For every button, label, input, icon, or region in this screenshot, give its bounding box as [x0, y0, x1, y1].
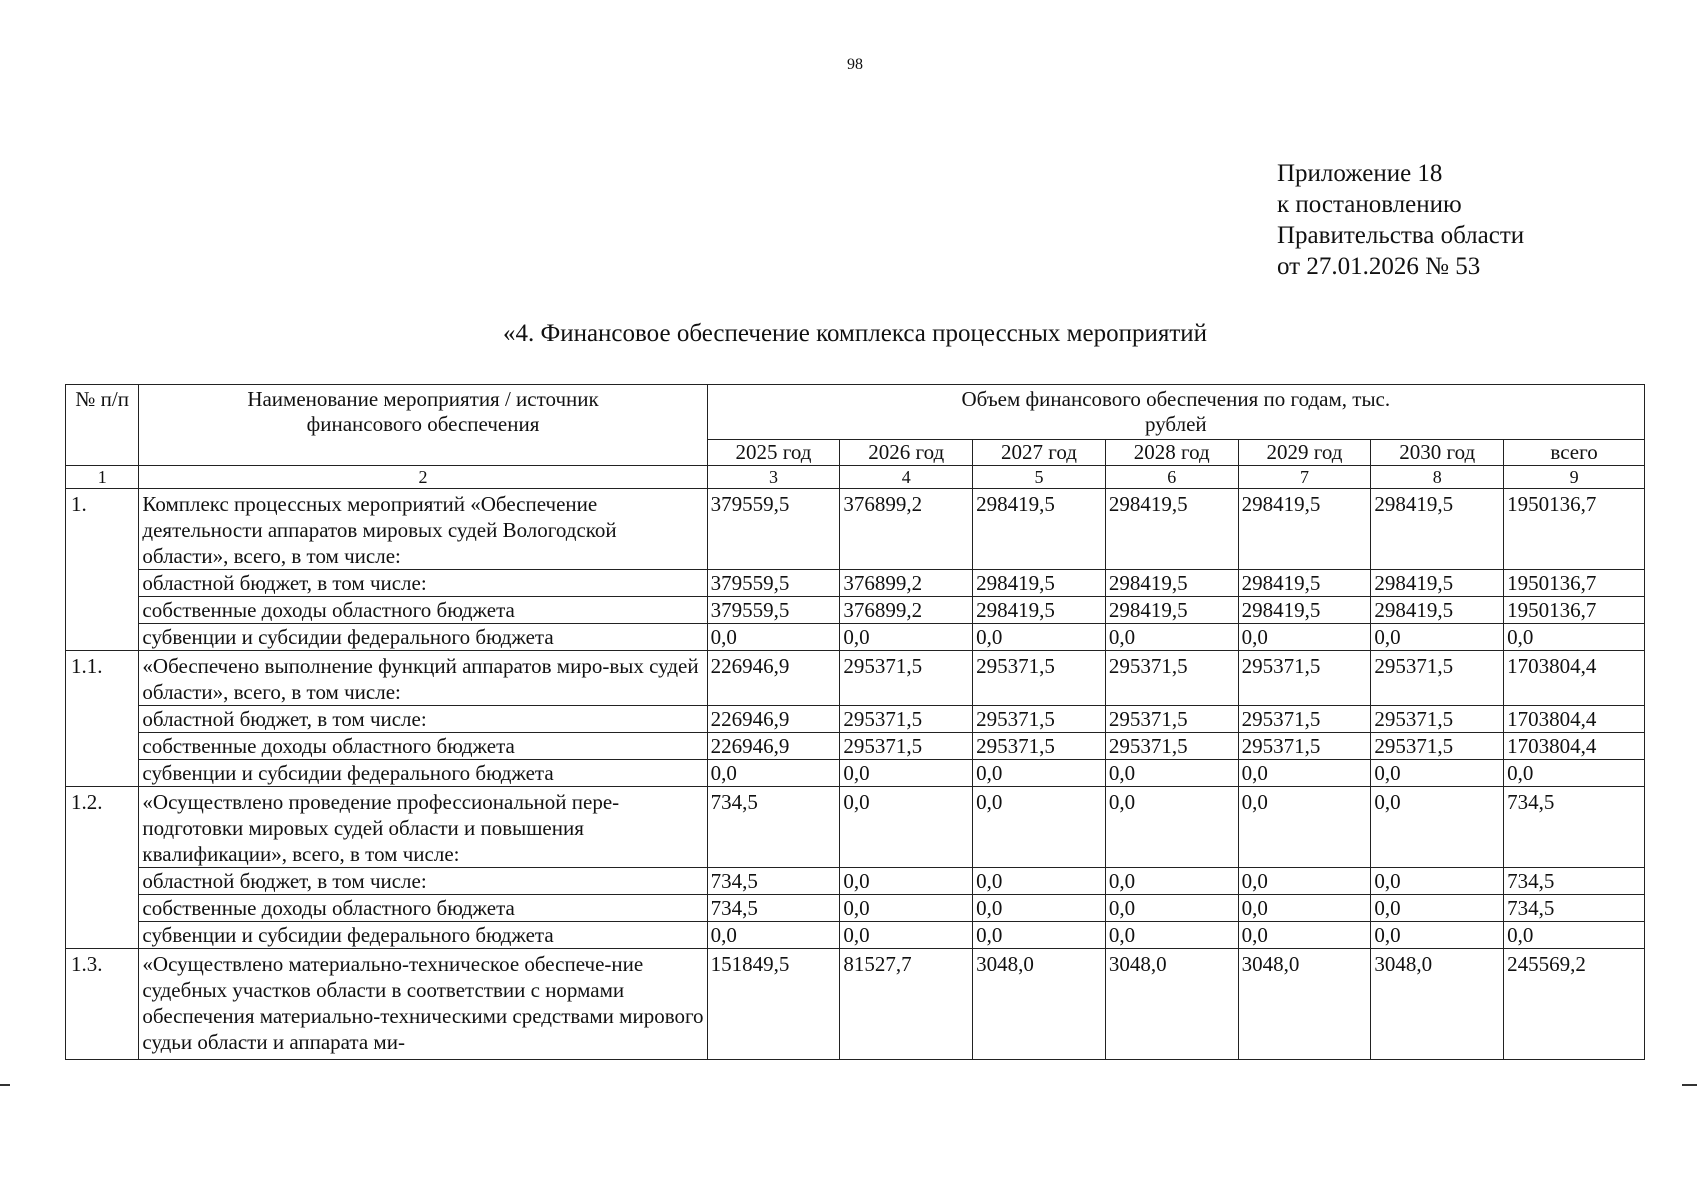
table-row — [66, 570, 1645, 597]
appendix-line: Приложение 18 — [1277, 160, 1443, 187]
row-value: 0,0 — [1238, 787, 1371, 868]
header-year: 2027 год — [973, 440, 1106, 466]
row-value: 226946,9 — [707, 733, 840, 760]
row-value: 0,0 — [1105, 787, 1238, 868]
row-value: 0,0 — [1105, 922, 1238, 949]
row-value: 0,0 — [840, 868, 973, 895]
row-value: 0,0 — [1371, 922, 1504, 949]
financing-table — [65, 384, 1645, 1060]
row-total: 0,0 — [1504, 624, 1645, 651]
row-value: 295371,5 — [973, 651, 1106, 706]
row-value: 0,0 — [1371, 760, 1504, 787]
row-value: 0,0 — [973, 922, 1106, 949]
table-row — [66, 651, 1645, 706]
row-total: 1703804,4 — [1504, 651, 1645, 706]
appendix-block — [1277, 158, 1524, 282]
row-name: субвенции и субсидии федерального бюджета — [139, 760, 707, 787]
row-name: «Обеспечено выполнение функций аппаратов миро-вых судей области», всего, в том числе: — [139, 651, 707, 706]
row-value: 226946,9 — [707, 651, 840, 706]
row-value: 295371,5 — [840, 706, 973, 733]
row-total: 1950136,7 — [1504, 597, 1645, 624]
row-total: 734,5 — [1504, 895, 1645, 922]
row-value: 3048,0 — [1105, 949, 1238, 1060]
row-value: 734,5 — [707, 895, 840, 922]
row-value: 295371,5 — [973, 733, 1106, 760]
row-total: 1703804,4 — [1504, 706, 1645, 733]
column-number: 8 — [1371, 466, 1504, 489]
row-value: 0,0 — [1105, 760, 1238, 787]
row-name: субвенции и субсидии федерального бюджета — [139, 922, 707, 949]
row-value: 295371,5 — [1371, 733, 1504, 760]
appendix-line: Правительства области — [1277, 222, 1525, 249]
row-name: Комплекс процессных мероприятий «Обеспечение деятельности аппаратов мировых судей Вологодской области», всего, в том числе: — [139, 489, 707, 570]
row-value: 0,0 — [973, 760, 1106, 787]
row-value: 376899,2 — [840, 489, 973, 570]
row-total: 1703804,4 — [1504, 733, 1645, 760]
header-year: 2029 год — [1238, 440, 1371, 466]
row-value: 379559,5 — [707, 597, 840, 624]
table-row — [66, 895, 1645, 922]
row-value: 298419,5 — [1371, 489, 1504, 570]
row-value: 298419,5 — [973, 489, 1106, 570]
row-value: 298419,5 — [1238, 489, 1371, 570]
row-number: 1.1. — [66, 651, 139, 787]
row-total: 245569,2 — [1504, 949, 1645, 1060]
row-value: 0,0 — [840, 624, 973, 651]
row-value: 295371,5 — [1105, 733, 1238, 760]
table-row — [66, 949, 1645, 1060]
row-value: 0,0 — [707, 624, 840, 651]
column-number: 3 — [707, 466, 840, 489]
table-row — [66, 706, 1645, 733]
header-no: № п/п — [66, 385, 139, 466]
table-row — [66, 597, 1645, 624]
column-numbers-row — [66, 466, 1645, 489]
column-number: 2 — [139, 466, 707, 489]
row-value: 298419,5 — [1105, 489, 1238, 570]
row-value: 0,0 — [1371, 895, 1504, 922]
row-value: 0,0 — [1105, 895, 1238, 922]
document-title: «4. Финансовое обеспечение комплекса процессных мероприятий — [502, 320, 1208, 347]
row-value: 0,0 — [840, 895, 973, 922]
scan-margin-mark — [0, 1084, 10, 1086]
row-value: 295371,5 — [1105, 706, 1238, 733]
row-value: 0,0 — [840, 760, 973, 787]
table-row — [66, 489, 1645, 570]
column-number: 5 — [973, 466, 1106, 489]
row-name: «Осуществлено материально-техническое обеспече-ние судебных участков области в соответствии с нормами обеспечения материально-техническими средствами мирового судьи области и аппарата ми- — [139, 949, 707, 1060]
row-value: 295371,5 — [1238, 733, 1371, 760]
row-value: 379559,5 — [707, 489, 840, 570]
column-number: 7 — [1238, 466, 1371, 489]
table-row — [66, 868, 1645, 895]
header-total: всего — [1504, 440, 1645, 466]
row-total: 734,5 — [1504, 868, 1645, 895]
row-value: 298419,5 — [1371, 597, 1504, 624]
row-total: 734,5 — [1504, 787, 1645, 868]
row-value: 295371,5 — [1371, 706, 1504, 733]
row-value: 0,0 — [973, 895, 1106, 922]
row-value: 295371,5 — [840, 651, 973, 706]
page-number: 98 — [847, 56, 863, 73]
row-value: 376899,2 — [840, 597, 973, 624]
row-name: «Осуществлено проведение профессиональной пере-подготовки мировых судей области и повышения квалификации», всего, в том числе: — [139, 787, 707, 868]
row-value: 226946,9 — [707, 706, 840, 733]
row-value: 0,0 — [1238, 895, 1371, 922]
row-name: областной бюджет, в том числе: — [139, 868, 707, 895]
row-value: 0,0 — [973, 868, 1106, 895]
row-name: областной бюджет, в том числе: — [139, 706, 707, 733]
row-name: собственные доходы областного бюджета — [139, 733, 707, 760]
table-row — [66, 760, 1645, 787]
row-value: 0,0 — [1105, 624, 1238, 651]
header-year: 2026 год — [840, 440, 973, 466]
row-value: 379559,5 — [707, 570, 840, 597]
row-value: 0,0 — [1371, 624, 1504, 651]
row-value: 0,0 — [840, 922, 973, 949]
table-row — [66, 624, 1645, 651]
row-value: 0,0 — [1238, 760, 1371, 787]
row-value: 295371,5 — [1238, 651, 1371, 706]
row-total: 0,0 — [1504, 760, 1645, 787]
row-value: 734,5 — [707, 868, 840, 895]
row-value: 3048,0 — [1371, 949, 1504, 1060]
row-value: 298419,5 — [1238, 597, 1371, 624]
column-number: 1 — [66, 466, 139, 489]
row-number: 1.3. — [66, 949, 139, 1060]
row-value: 3048,0 — [973, 949, 1106, 1060]
row-name: собственные доходы областного бюджета — [139, 895, 707, 922]
row-value: 295371,5 — [1238, 706, 1371, 733]
row-number: 1. — [66, 489, 139, 651]
row-value: 298419,5 — [1371, 570, 1504, 597]
row-name: областной бюджет, в том числе: — [139, 570, 707, 597]
row-value: 734,5 — [707, 787, 840, 868]
table-row — [66, 733, 1645, 760]
row-value: 0,0 — [1238, 624, 1371, 651]
row-value: 81527,7 — [840, 949, 973, 1060]
row-value: 295371,5 — [1371, 651, 1504, 706]
row-value: 151849,5 — [707, 949, 840, 1060]
row-value: 0,0 — [973, 624, 1106, 651]
row-value: 0,0 — [1238, 922, 1371, 949]
row-value: 0,0 — [1105, 868, 1238, 895]
row-number: 1.2. — [66, 787, 139, 949]
row-value: 376899,2 — [840, 570, 973, 597]
column-number: 9 — [1504, 466, 1645, 489]
row-value: 295371,5 — [1105, 651, 1238, 706]
table-row — [66, 787, 1645, 868]
row-value: 0,0 — [1238, 868, 1371, 895]
header-year: 2030 год — [1371, 440, 1504, 466]
row-value: 0,0 — [707, 922, 840, 949]
row-value: 298419,5 — [973, 570, 1106, 597]
row-value: 0,0 — [1371, 787, 1504, 868]
row-value: 0,0 — [840, 787, 973, 868]
row-name: собственные доходы областного бюджета — [139, 597, 707, 624]
row-value: 298419,5 — [1105, 597, 1238, 624]
header-volume: Объем финансового обеспечения по годам, тыс. рублей — [707, 385, 1644, 440]
row-value: 298419,5 — [1105, 570, 1238, 597]
appendix-line: от 27.01.2026 № 53 — [1277, 253, 1481, 280]
row-value: 0,0 — [1371, 868, 1504, 895]
header-year: 2025 год — [707, 440, 840, 466]
row-total: 1950136,7 — [1504, 489, 1645, 570]
row-value: 298419,5 — [1238, 570, 1371, 597]
row-value: 295371,5 — [973, 706, 1106, 733]
row-value: 298419,5 — [973, 597, 1106, 624]
row-value: 0,0 — [973, 787, 1106, 868]
row-total: 1950136,7 — [1504, 570, 1645, 597]
column-number: 4 — [840, 466, 973, 489]
row-value: 3048,0 — [1238, 949, 1371, 1060]
column-number: 6 — [1105, 466, 1238, 489]
row-total: 0,0 — [1504, 922, 1645, 949]
appendix-line: к постановлению — [1277, 191, 1462, 218]
row-name: субвенции и субсидии федерального бюджета — [139, 624, 707, 651]
scan-margin-mark — [1682, 1084, 1697, 1086]
table-row — [66, 922, 1645, 949]
header-year: 2028 год — [1105, 440, 1238, 466]
row-value: 295371,5 — [840, 733, 973, 760]
row-value: 0,0 — [707, 760, 840, 787]
header-name: Наименование мероприятия / источник финансового обеспечения — [139, 385, 707, 466]
